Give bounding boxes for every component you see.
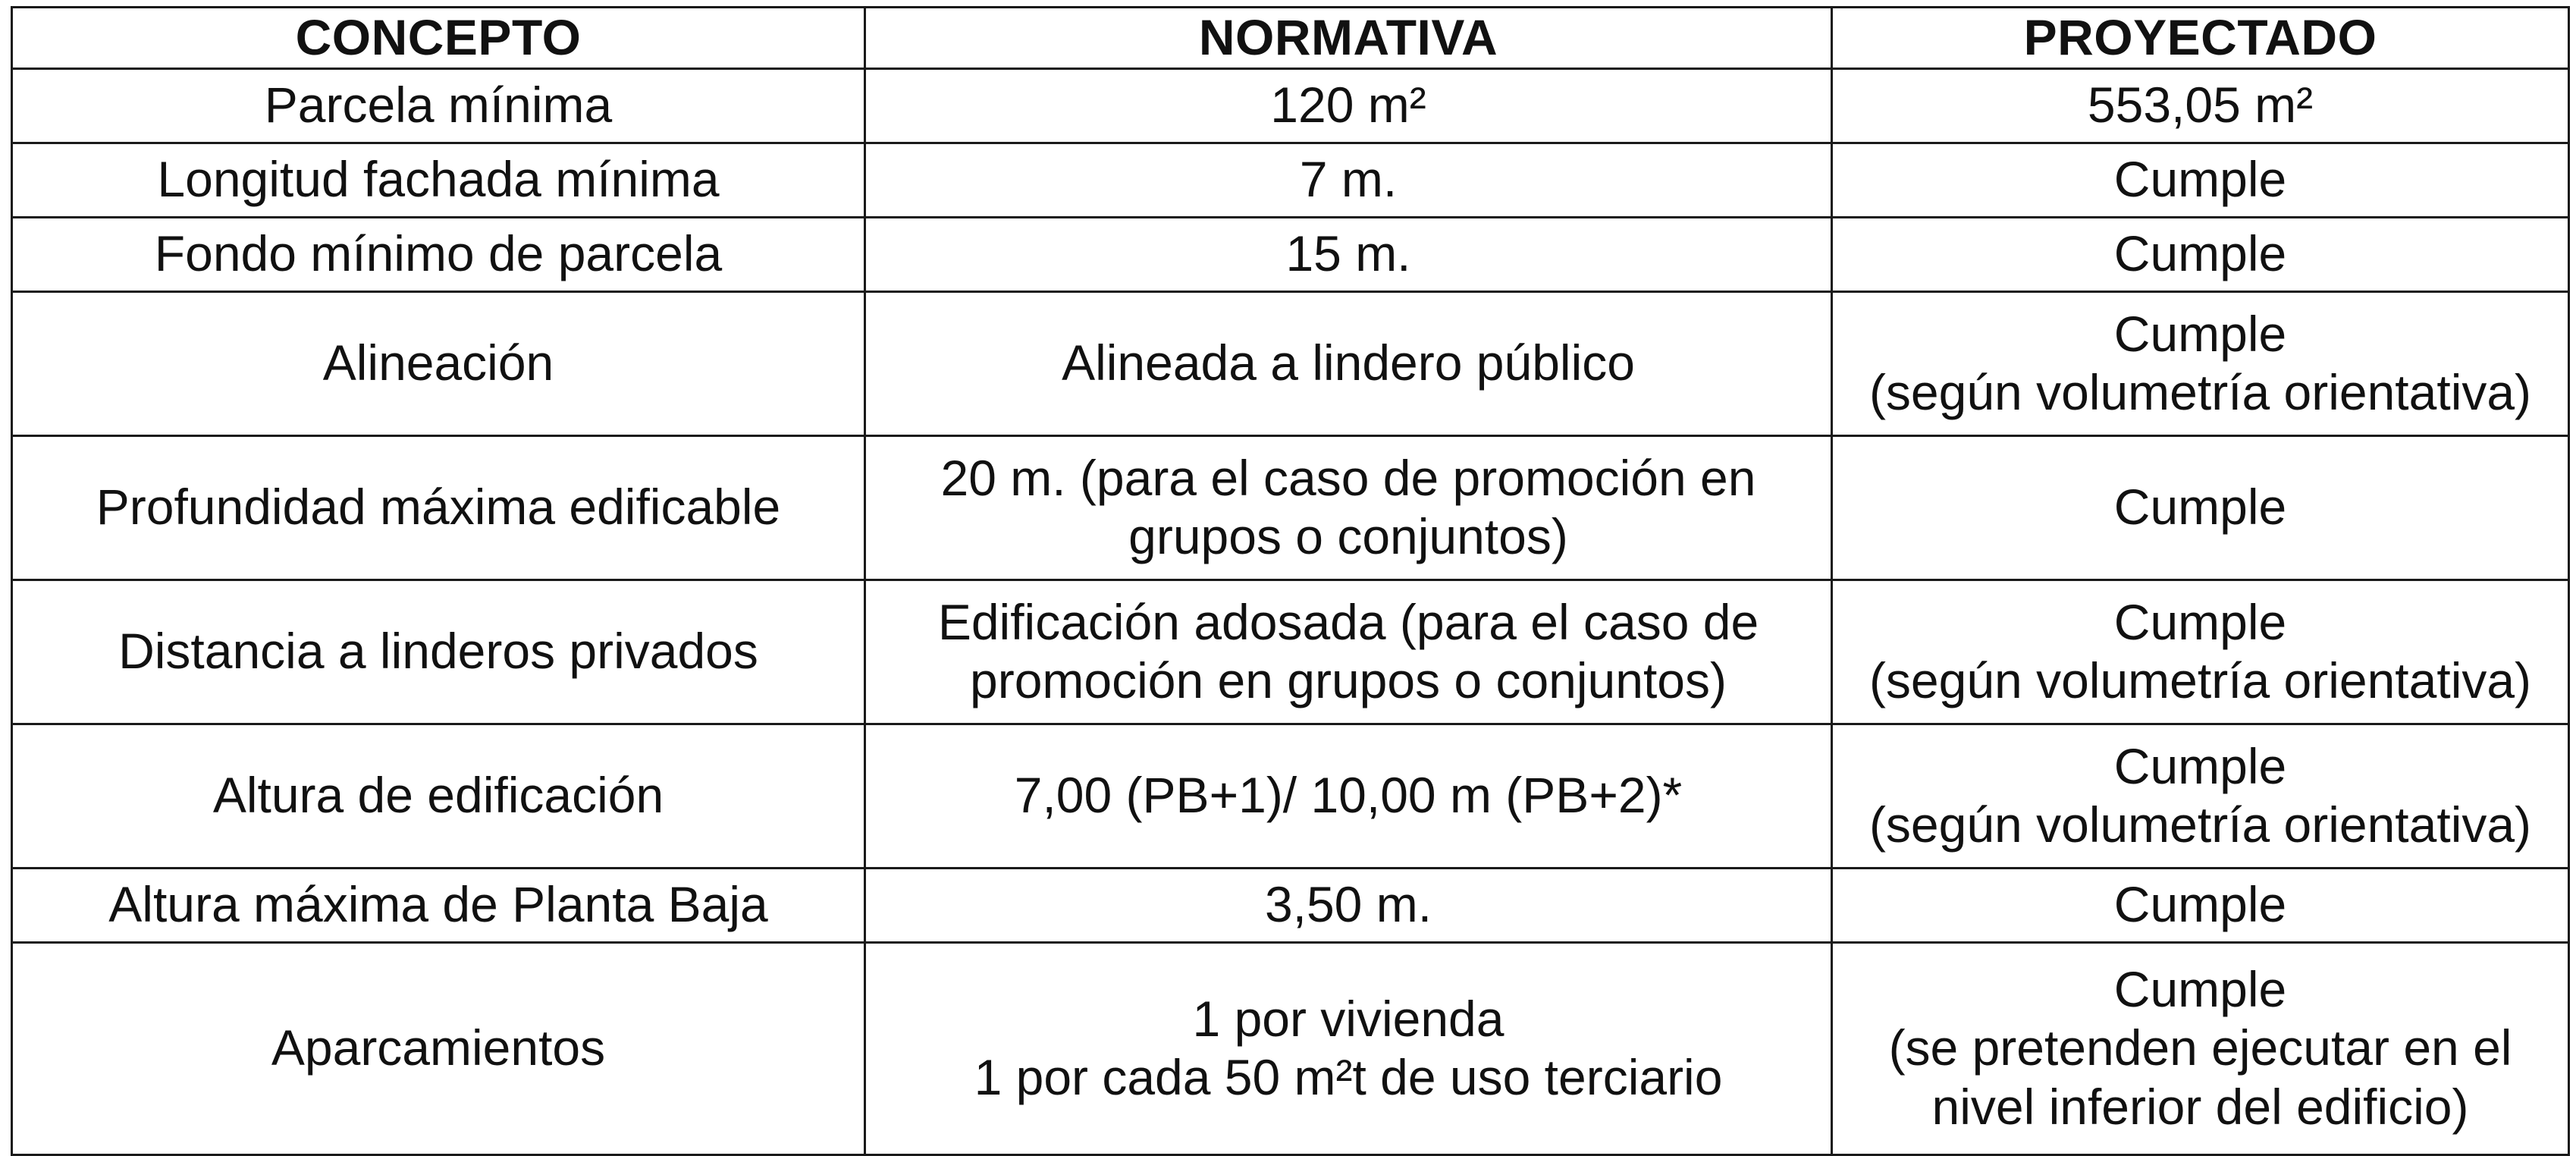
cell-proyectado [1832,942,2569,1154]
cell-text: 1 por vivienda [1192,990,1504,1047]
cell-normativa [865,291,1832,435]
cell-text: Cumple [2113,479,2287,536]
cell-concepto [12,868,865,942]
header-concepto: CONCEPTO [12,8,865,69]
cell-text: Altura de edificación [212,767,664,824]
normativa-table-container [11,6,2568,1136]
cell-text: 1 por cada 50 m²t de uso terciario [974,1049,1723,1106]
cell-text: 15 m. [1285,225,1411,282]
cell-text: 20 m. (para el caso de promoción en [940,449,1756,506]
cell-normativa [865,724,1832,868]
cell-concepto [12,291,865,435]
header-normativa: NORMATIVA [865,8,1832,69]
cell-text: Cumple [2113,305,2287,362]
cell-text: Longitud fachada mínima [157,151,720,208]
cell-text: Cumple [2113,737,2287,794]
cell-normativa [865,217,1832,291]
cell-text: Alineada a lindero público [1062,335,1635,391]
table-row [12,724,2569,868]
cell-text: 7 m. [1299,151,1398,208]
table-row [12,942,2569,1154]
cell-text: Profundidad máxima edificable [96,479,781,536]
cell-text: 3,50 m. [1264,876,1432,933]
cell-text: 7,00 (PB+1)/ 10,00 m (PB+2)* [1014,767,1683,824]
cell-proyectado [1832,868,2569,942]
cell-text: promoción en grupos o conjuntos) [970,652,1727,709]
cell-text: Distancia a linderos privados [118,623,758,680]
cell-concepto [12,435,865,580]
cell-proyectado [1832,724,2569,868]
cell-text: Alineación [322,335,554,391]
table-row [12,580,2569,724]
cell-normativa [865,143,1832,217]
cell-proyectado [1832,143,2569,217]
cell-proyectado [1832,580,2569,724]
cell-text: grupos o conjuntos) [1128,508,1568,565]
normativa-comparison-table [11,6,2570,1156]
cell-normativa [865,435,1832,580]
cell-text: Cumple [2113,151,2287,208]
cell-proyectado [1832,217,2569,291]
table-row [12,868,2569,942]
cell-text: Edificación adosada (para el caso de [937,593,1759,650]
header-proyectado: PROYECTADO [1832,8,2569,69]
cell-text: 553,05 m² [2087,77,2314,134]
cell-text: (según volumetría orientativa) [1868,364,2532,421]
cell-proyectado [1832,435,2569,580]
cell-text: Cumple [2113,960,2287,1017]
cell-proyectado [1832,291,2569,435]
table-row [12,143,2569,217]
cell-concepto [12,942,865,1154]
cell-normativa [865,68,1832,143]
cell-proyectado [1832,68,2569,143]
cell-text: Cumple [2113,225,2287,282]
cell-text: (según volumetría orientativa) [1868,652,2532,709]
cell-text: (según volumetría orientativa) [1868,796,2532,853]
cell-text: 120 m² [1270,77,1426,134]
cell-text: Cumple [2113,876,2287,933]
table-row [12,435,2569,580]
cell-normativa [865,580,1832,724]
cell-concepto [12,143,865,217]
cell-text: Aparcamientos [271,1019,606,1076]
table-row [12,68,2569,143]
cell-text: Fondo mínimo de parcela [154,225,723,282]
table-row [12,291,2569,435]
cell-concepto [12,724,865,868]
cell-normativa [865,942,1832,1154]
cell-text: (se pretenden ejecutar en el [1888,1019,2512,1076]
table-header-row [12,8,2569,69]
cell-text: nivel inferior del edificio) [1931,1079,2469,1136]
cell-concepto [12,580,865,724]
cell-normativa [865,868,1832,942]
cell-text: Altura máxima de Planta Baja [108,876,768,933]
cell-concepto [12,217,865,291]
table-row [12,217,2569,291]
cell-text: Parcela mínima [264,77,613,134]
cell-concepto [12,68,865,143]
cell-text: Cumple [2113,593,2287,650]
